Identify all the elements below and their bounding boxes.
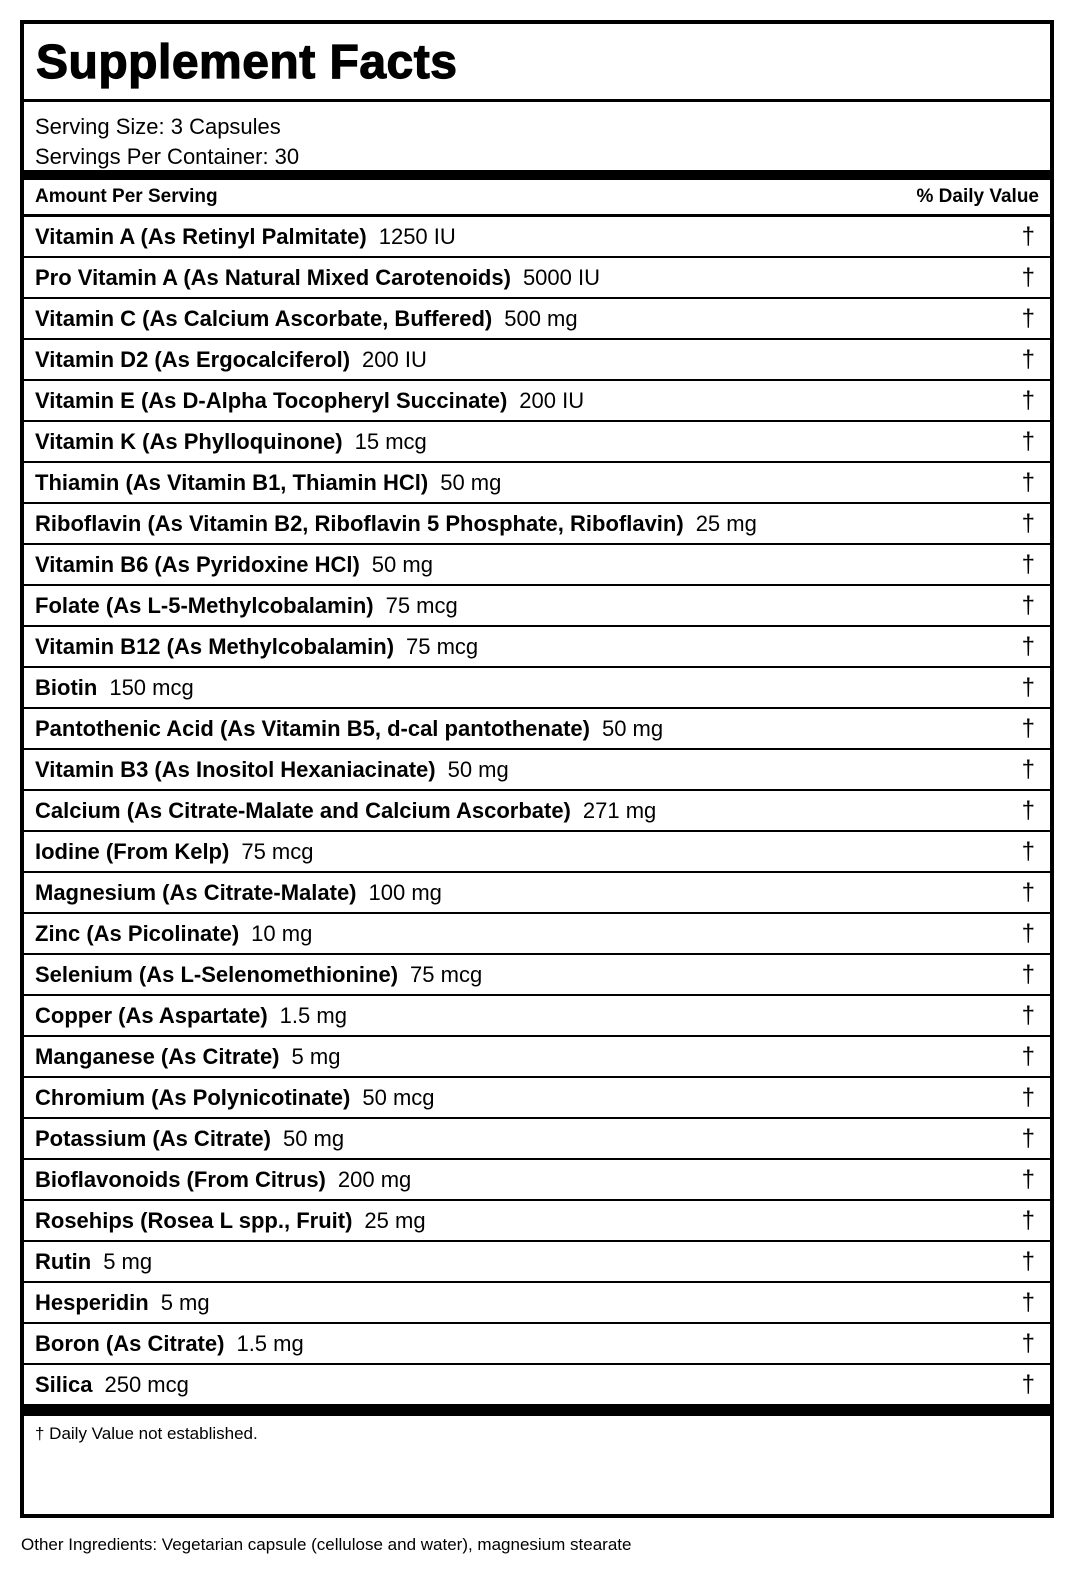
nutrient-name: Vitamin B12 (As Methylcobalamin) [35, 633, 395, 659]
nutrient-amount: 500 mg [504, 305, 578, 331]
nutrient-cell [35, 1372, 189, 1398]
nutrient-cell [35, 880, 442, 906]
nutrient-amount: 200 mg [337, 1166, 412, 1192]
nutrient-name: Potassium (As Citrate) [35, 1125, 271, 1151]
nutrient-amount: 50 mg [282, 1125, 345, 1151]
table-row [24, 668, 1050, 709]
nutrient-amount: 200 IU [362, 346, 427, 372]
nutrient-amount: 100 mg [368, 879, 442, 905]
nutrient-cell [35, 511, 757, 537]
table-row [24, 1119, 1050, 1160]
nutrient-name: Silica [35, 1371, 93, 1397]
nutrient-cell [35, 1044, 340, 1070]
nutrient-name: Vitamin D2 (As Ergocalciferol) [35, 346, 351, 372]
nutrient-name: Iodine (From Kelp) [35, 838, 230, 864]
table-row [24, 1283, 1050, 1324]
nutrient-cell [35, 757, 509, 783]
dagger-mark: † [1021, 673, 1035, 701]
nutrient-name: Bioflavonoids (From Citrus) [35, 1166, 326, 1192]
nutrient-name: Pro Vitamin A (As Natural Mixed Carotenoids) [35, 264, 511, 290]
nutrient-cell [35, 839, 313, 865]
table-row [24, 381, 1050, 422]
table-row [24, 1242, 1050, 1283]
table-row [24, 791, 1050, 832]
nutrient-cell [35, 1126, 344, 1152]
serving-size: Serving Size: 3 Capsules [35, 114, 281, 139]
dagger-mark: † [1021, 878, 1035, 906]
nutrient-cell [35, 921, 312, 947]
other-ingredients: Other Ingredients: Vegetarian capsule (cellulose and water), magnesium stearate [21, 1535, 632, 1554]
nutrient-name: Chromium (As Polynicotinate) [35, 1084, 351, 1110]
amount-per-serving-header: Amount Per Serving [35, 186, 218, 207]
dagger-mark: † [1021, 386, 1035, 414]
nutrient-cell [35, 429, 427, 455]
dagger-mark: † [1021, 1083, 1035, 1111]
nutrient-cell [35, 1003, 347, 1029]
dagger-mark: † [1021, 550, 1035, 578]
dagger-mark: † [1021, 919, 1035, 947]
dagger-mark: † [1021, 1329, 1035, 1357]
panel-title: Supplement Facts [36, 36, 458, 89]
nutrient-cell [35, 962, 482, 988]
nutrient-name: Vitamin B3 (As Inositol Hexaniacinate) [35, 756, 436, 782]
nutrient-cell [35, 224, 456, 250]
dagger-mark: † [1021, 222, 1035, 250]
supplement-facts-panel [20, 20, 1054, 1518]
serving-info [24, 102, 1050, 180]
dagger-mark: † [1021, 755, 1035, 783]
nutrient-cell [35, 1208, 426, 1234]
table-row [24, 340, 1050, 381]
nutrient-name: Vitamin A (As Retinyl Palmitate) [35, 223, 367, 249]
nutrient-name: Riboflavin (As Vitamin B2, Riboflavin 5 Phosphate, Riboflavin) [35, 510, 684, 536]
dagger-mark: † [1021, 1124, 1035, 1152]
table-row [24, 1160, 1050, 1201]
nutrient-amount: 5 mg [103, 1248, 153, 1274]
nutrient-cell [35, 470, 501, 496]
nutrient-amount: 200 IU [519, 387, 585, 413]
nutrient-cell [35, 552, 433, 578]
nutrient-amount: 271 mg [582, 797, 657, 823]
nutrient-cell [35, 1167, 411, 1193]
nutrient-name: Manganese (As Citrate) [35, 1043, 280, 1069]
nutrient-name: Vitamin B6 (As Pyridoxine HCl) [35, 551, 360, 577]
dagger-mark: † [1021, 1370, 1035, 1398]
nutrient-name: Copper (As Aspartate) [35, 1002, 268, 1028]
nutrient-amount: 5000 IU [522, 264, 600, 290]
nutrient-name: Folate (As L-5-Methylcobalamin) [35, 592, 374, 618]
nutrient-cell [35, 675, 194, 701]
nutrient-amount: 150 mcg [109, 674, 194, 700]
nutrient-cell [35, 347, 427, 373]
nutrient-cell [35, 1290, 210, 1316]
nutrient-amount: 50 mg [601, 715, 664, 741]
dagger-mark: † [1021, 509, 1035, 537]
servings-per-container: Servings Per Container: 30 [35, 144, 300, 169]
nutrient-amount: 25 mg [695, 510, 757, 536]
table-row [24, 709, 1050, 750]
nutrient-cell [35, 1249, 152, 1275]
nutrient-cell [35, 593, 458, 619]
nutrient-name: Hesperidin [35, 1289, 149, 1315]
table-row [24, 1078, 1050, 1119]
table-row [24, 217, 1050, 258]
nutrient-amount: 15 mcg [354, 428, 427, 454]
daily-value-header: % Daily Value [916, 186, 1039, 207]
dagger-mark: † [1021, 1206, 1035, 1234]
title-block [24, 24, 1050, 102]
dagger-mark: † [1021, 345, 1035, 373]
nutrient-name: Selenium (As L-Selenomethionine) [35, 961, 399, 987]
nutrient-amount: 50 mcg [362, 1084, 435, 1110]
table-row [24, 955, 1050, 996]
table-row [24, 1365, 1050, 1406]
nutrient-amount: 250 mcg [104, 1371, 189, 1397]
nutrient-name: Vitamin E (As D-Alpha Tocopheryl Succinate) [35, 387, 508, 413]
dagger-mark: † [1021, 1042, 1035, 1070]
nutrient-cell [35, 1331, 304, 1357]
table-row [24, 1324, 1050, 1365]
nutrient-amount: 75 mcg [385, 592, 458, 618]
dagger-mark: † [1021, 263, 1035, 291]
table-row [24, 299, 1050, 340]
nutrient-name: Pantothenic Acid (As Vitamin B5, d-cal pantothenate) [35, 715, 590, 741]
nutrient-amount: 25 mg [364, 1207, 426, 1233]
dagger-mark: † [1021, 796, 1035, 824]
nutrient-amount: 75 mcg [406, 633, 479, 659]
bottom-rule [24, 1406, 1050, 1416]
table-row [24, 1037, 1050, 1078]
nutrient-amount: 50 mg [440, 469, 502, 495]
table-row [24, 422, 1050, 463]
nutrient-cell [35, 388, 584, 414]
table-row [24, 996, 1050, 1037]
nutrient-name: Rutin [35, 1248, 92, 1274]
nutrient-amount: 1.5 mg [236, 1330, 304, 1356]
dagger-mark: † [1021, 427, 1035, 455]
nutrient-cell [35, 798, 656, 824]
dagger-mark: † [1021, 1247, 1035, 1275]
nutrient-cell [35, 306, 578, 332]
nutrient-amount: 5 mg [160, 1289, 210, 1315]
nutrient-name: Rosehips (Rosea L spp., Fruit) [35, 1207, 353, 1233]
table-header [24, 180, 1050, 217]
nutrient-name: Boron (As Citrate) [35, 1330, 225, 1356]
table-row [24, 750, 1050, 791]
table-row [24, 586, 1050, 627]
nutrient-name: Magnesium (As Citrate-Malate) [35, 879, 357, 905]
nutrient-name: Biotin [35, 674, 98, 700]
dagger-mark: † [1021, 714, 1035, 742]
dagger-mark: † [1021, 1288, 1035, 1316]
nutrient-name: Vitamin C (As Calcium Ascorbate, Buffered) [35, 305, 493, 331]
nutrient-list [24, 217, 1050, 1406]
dagger-mark: † [1021, 837, 1035, 865]
nutrient-cell [35, 265, 600, 291]
dagger-mark: † [1021, 468, 1035, 496]
nutrient-name: Calcium (As Citrate-Malate and Calcium Ascorbate) [35, 797, 571, 823]
dagger-mark: † [1021, 960, 1035, 988]
table-row [24, 873, 1050, 914]
nutrient-amount: 1250 IU [378, 223, 456, 249]
nutrient-name: Thiamin (As Vitamin B1, Thiamin HCl) [35, 469, 429, 495]
nutrient-amount: 50 mg [371, 551, 433, 577]
nutrient-name: Vitamin K (As Phylloquinone) [35, 428, 343, 454]
nutrient-name: Zinc (As Picolinate) [35, 920, 240, 946]
table-row [24, 545, 1050, 586]
nutrient-amount: 5 mg [291, 1043, 341, 1069]
table-row [24, 258, 1050, 299]
table-row [24, 1201, 1050, 1242]
nutrient-cell [35, 634, 478, 660]
dagger-mark: † [1021, 591, 1035, 619]
table-row [24, 832, 1050, 873]
table-row [24, 463, 1050, 504]
nutrient-amount: 50 mg [447, 756, 509, 782]
nutrient-amount: 75 mcg [410, 961, 483, 987]
table-row [24, 504, 1050, 545]
nutrient-cell [35, 716, 663, 742]
nutrient-amount: 75 mcg [241, 838, 314, 864]
dagger-mark: † [1021, 304, 1035, 332]
table-row [24, 914, 1050, 955]
nutrient-amount: 1.5 mg [279, 1002, 347, 1028]
nutrient-amount: 10 mg [251, 920, 313, 946]
dagger-mark: † [1021, 1165, 1035, 1193]
dv-footnote: † Daily Value not established. [35, 1424, 258, 1443]
dagger-mark: † [1021, 632, 1035, 660]
nutrient-cell [35, 1085, 435, 1111]
table-row [24, 627, 1050, 668]
dagger-mark: † [1021, 1001, 1035, 1029]
